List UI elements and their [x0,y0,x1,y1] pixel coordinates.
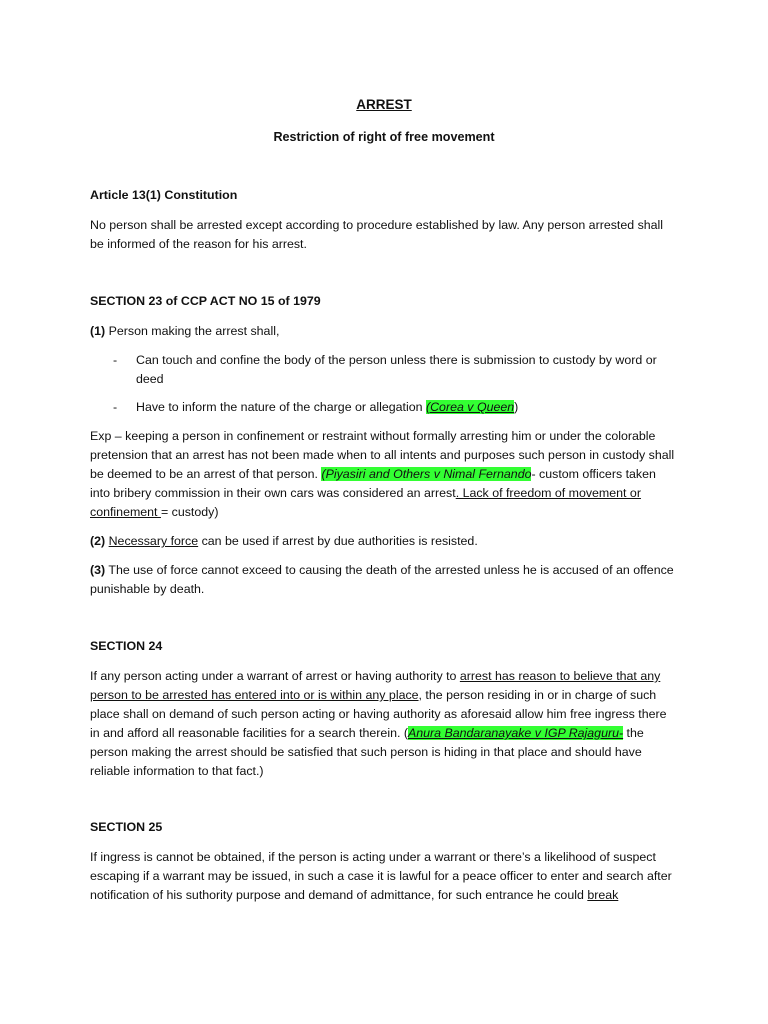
bullet-2-post: ) [514,400,519,414]
case-highlight: (Corea v Queen [425,400,515,414]
s23-para-2-underline: Necessary force [108,534,199,548]
s24-paragraph [90,667,678,781]
bullet-2-text [136,398,676,417]
s23-para-1 [90,322,678,341]
doc-title: ARREST [356,97,412,112]
s23-para-3-num: (3) [90,563,106,577]
s23-para-2-text: can be used if arrest by due authorities is resisted. [198,534,478,548]
s23-para-1-num: (1) [90,324,106,338]
s23-para-3 [90,561,678,599]
section-24-heading: SECTION 24 [90,639,163,653]
list-dash: - [113,400,118,414]
exp-mid: - custom officers taken into bribery commission in their own cars was considered an arrest [90,467,656,500]
list-item [113,398,676,417]
exp-pre: Exp – keeping a person in confinement or restraint without formally arresting him or under the colorable pretension that an arrest has not been made when to all intents and purposes such person in custody shall be deemed to be an arrest of that person. [90,429,675,481]
section-23-heading: SECTION 23 of CCP ACT NO 15 of 1979 [90,294,321,308]
s25-pre: If ingress is cannot be obtained, if the person is acting under a warrant or there’s a likelihood of suspect escaping if a warrant may be issued, in such a case it is lawful for a peace officer to enter and search after notification of his suthority purpose and demand of admittance, for such entrance he could [90,850,672,902]
case-highlight: Anura Bandaranayake v IGP Rajaguru- [407,726,624,740]
exp-paragraph [90,427,678,522]
s25-underline: break [587,888,619,902]
list-item [113,351,676,389]
s25-paragraph [90,848,678,905]
s23-para-2 [90,532,678,551]
s23-para-1-text: Person making the arrest shall, [105,324,280,338]
s23-para-2-num: (2) [90,534,106,548]
bullet-1-text: Can touch and confine the body of the person unless there is submission to custody by word or deed [136,353,657,386]
s23-para-3-text: The use of force cannot exceed to causing the death of the arrested unless he is accused of an offence punishable by death. [90,563,674,596]
exp-underline: . Lack of freedom of movement or confinement [90,486,641,519]
s24-post: the person making the arrest should be satisfied that such person is hiding in that place and should have reliable information to that fact.) [90,726,644,778]
exp-post: = custody) [160,505,219,519]
article-heading: Article 13(1) Constitution [90,188,238,202]
section-25-heading: SECTION 25 [90,820,163,834]
list-dash: - [113,353,118,367]
case-highlight: (Piyasiri and Others v Nimal Fernando [321,467,532,481]
s24-mid: , the person residing in or in charge of such place shall on demand of such person acting or having authority as aforesaid allow him free ingress there in and afford all reasonable facilities for a search therein. ( [90,688,667,740]
s24-underline: arrest has reason to believe that any person to be arrested has entered into or is within any place [90,669,661,702]
article-text: No person shall be arrested except according to procedure established by law. Any person arrested shall be informed of the reason for his arrest. [90,218,664,251]
s24-pre: If any person acting under a warrant of arrest or having authority to [90,669,460,683]
bullet-2-pre: Have to inform the nature of the charge or allegation [136,400,426,414]
doc-subtitle: Restriction of right of free movement [273,130,495,144]
